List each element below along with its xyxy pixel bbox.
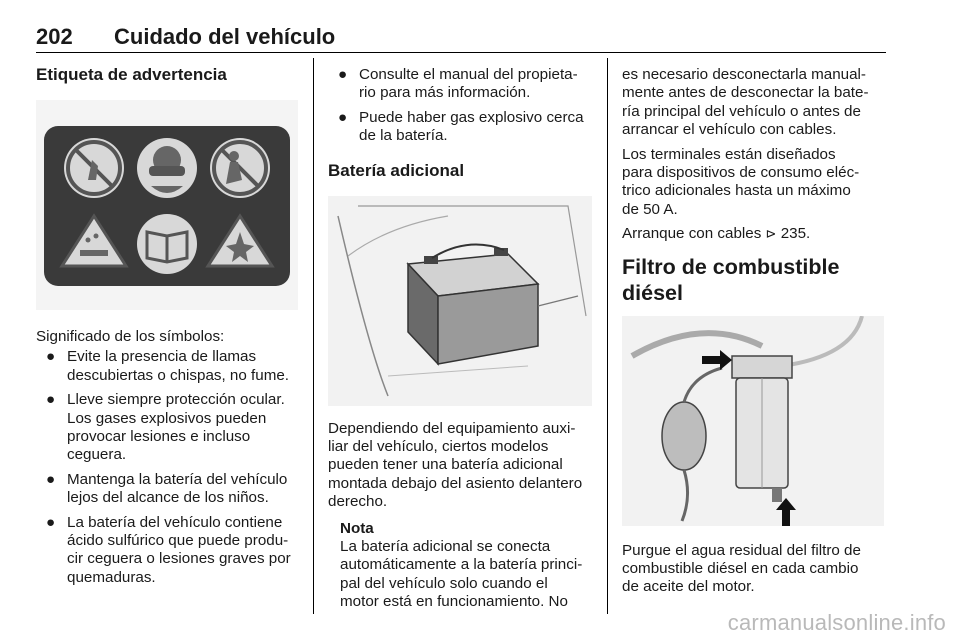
- list-item: ● Consulte el manual del propieta- rio para más información.: [338, 66, 578, 102]
- bullet-icon: ●: [46, 513, 56, 531]
- section-heading-warning-label: Etiqueta de advertencia: [36, 65, 227, 84]
- fuel-filter-icon: [732, 356, 792, 502]
- list-item: ● Puede haber gas explosivo cerca de la batería.: [338, 108, 584, 145]
- page-reference-arrow-icon: ⊳: [765, 226, 777, 242]
- terminals-paragraph: Los terminales están diseñados para dispositivos de consumo eléc- trico adicionales hasta un máximo de 50 A.: [622, 145, 860, 218]
- diesel-filter-figure: [622, 316, 884, 526]
- warning-label-image: [36, 100, 298, 310]
- read-manual-icon: [137, 214, 197, 274]
- list-item: ● Evite la presencia de llamas descubiertas o chispas, no fume.: [46, 348, 290, 384]
- note-title: Nota: [340, 519, 374, 537]
- list-item: ● Lleve siempre protección ocular. Los gases explosivos pueden provocar lesiones e incluso ceguera.: [46, 391, 285, 464]
- section-heading-diesel-filter: Filtro de combustible diésel: [622, 254, 840, 305]
- symbols-list: [36, 348, 298, 587]
- jump-start-page[interactable]: 235.: [780, 225, 811, 243]
- note-block: [328, 520, 592, 612]
- column-middle: [328, 56, 592, 612]
- watermark: carmanualsonline.info: [727, 610, 946, 635]
- chapter-title: Cuidado del vehículo: [114, 24, 336, 49]
- eye-protection-icon: [137, 138, 197, 198]
- bullet-icon: ●: [46, 391, 56, 409]
- note-text: La batería adicional se conecta automáticamente a la batería princi- pal del vehículo solo cuando el motor está en funcionamiento. No: [340, 538, 583, 611]
- column-divider-2: [607, 58, 608, 614]
- section-heading-aux-battery: Batería adicional: [328, 160, 465, 180]
- aux-battery-image: [328, 196, 592, 406]
- jump-start-reference: [622, 225, 888, 243]
- aux-battery-paragraph: Dependiendo del equipamiento auxi- liar del vehículo, ciertos modelos pueden tener una batería adicional montada debajo del asiento delantero derecho.: [328, 419, 583, 511]
- page-header: [36, 20, 886, 53]
- diesel-filter-image: [622, 316, 884, 526]
- symbols-intro: Significado de los símbolos:: [36, 328, 225, 345]
- bullet-icon: ●: [46, 348, 56, 366]
- symbols-list-continued: [328, 66, 592, 146]
- diesel-filter-paragraph: Purgue el agua residual del filtro de combustible diésel en cada cambio de aceite del motor.: [622, 541, 861, 596]
- note-continued-text: es necesario desconectarla manual- mente antes de desconectar la bate- ría principal del vehículo o antes de arrancar el vehículo con cables.: [622, 66, 869, 139]
- keep-children-away-icon: [210, 138, 270, 198]
- aux-battery-figure: [328, 196, 592, 406]
- column-left: [36, 56, 298, 587]
- bullet-icon: ●: [338, 66, 348, 83]
- jump-start-link-text[interactable]: Arranque con cables: [622, 225, 762, 243]
- column-right: [622, 56, 888, 597]
- bullet-icon: ●: [338, 108, 348, 126]
- column-divider-1: [313, 58, 314, 614]
- bullet-icon: ●: [46, 470, 56, 488]
- list-item: ● La batería del vehículo contiene ácido sulfúrico que puede produ- cir ceguera o lesiones graves por quemaduras.: [46, 513, 291, 586]
- list-item: ● Mantenga la batería del vehículo lejos del alcance de los niños.: [46, 470, 288, 507]
- no-flame-icon: [64, 138, 124, 198]
- page-number: 202: [36, 24, 73, 49]
- warning-label-figure: [36, 100, 298, 310]
